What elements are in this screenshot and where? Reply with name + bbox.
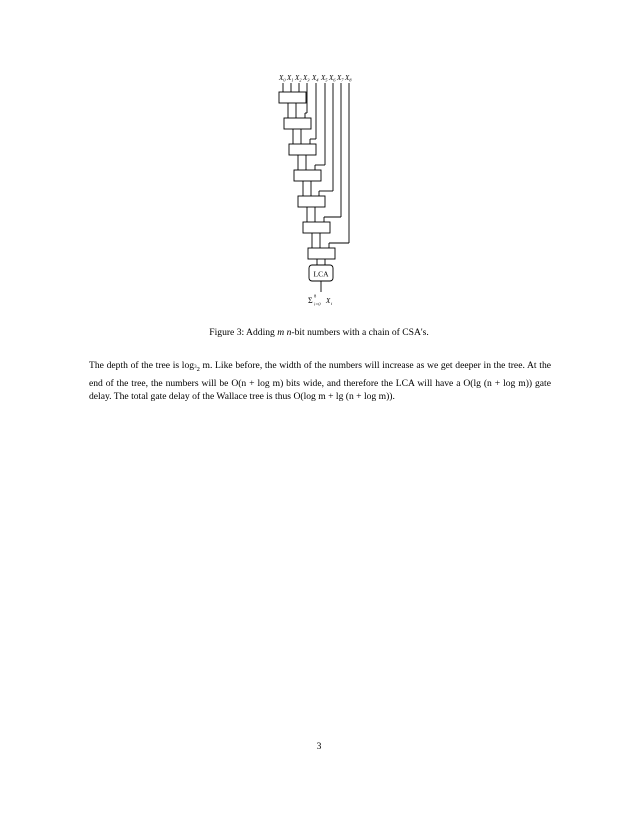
input-label-1: $X_1$ <box>287 74 294 83</box>
para-text-3: bits wide, and therefore the LCA will have a <box>283 377 464 389</box>
lca-label: LCA <box>313 269 329 279</box>
para-log-base-bottom: 2 <box>196 366 200 373</box>
input-label-3: $X_3$ <box>303 74 310 83</box>
sum-lower-limit: i=0 <box>314 301 321 307</box>
csa-box-1 <box>284 118 311 129</box>
para-text-1: The depth of the tree is log <box>89 360 195 371</box>
input-label-5: $X_5$ <box>321 74 328 83</box>
caption-n: n <box>286 327 292 338</box>
input-label-6: $X_6$ <box>329 74 336 83</box>
csa-chain-figure <box>0 0 638 320</box>
input-label-7: $X_7$ <box>337 74 344 83</box>
figure-caption <box>0 327 638 339</box>
para-text-2: m. Like before, the width of the numbers will increase as we get deeper in the tree. At the end of the tree, the numbers will be <box>89 360 551 389</box>
input-label-8: $X_8$ <box>345 74 352 83</box>
wires <box>283 83 349 292</box>
csa-box-0 <box>279 92 306 103</box>
para-math-3: O(log m + lg (n + log m)) <box>293 391 393 403</box>
csa-boxes <box>279 92 335 259</box>
para-log-base-top: 3 <box>194 365 197 370</box>
sum-output <box>308 294 333 307</box>
para-text-4: gate delay. The total gate delay of the Wallace tree is thus <box>89 377 551 403</box>
csa-box-6 <box>308 248 335 259</box>
input-label-0: $X_0$ <box>279 74 286 83</box>
para-math-1: O(n + log m) <box>231 377 284 389</box>
sum-symbol: Σ <box>308 296 313 305</box>
para-text-5: . <box>392 391 395 403</box>
input-labels <box>278 74 352 83</box>
csa-box-5 <box>303 222 330 233</box>
input-label-4: $X_4$ <box>312 74 319 83</box>
caption-suffix: -bit numbers with a chain of CSA's. <box>291 327 429 338</box>
csa-box-3 <box>294 170 321 181</box>
para-math-2: O(lg (n + log m)) <box>463 377 533 389</box>
csa-box-4 <box>298 196 325 207</box>
body-paragraph <box>89 359 551 404</box>
sum-term: X <box>326 297 331 305</box>
sum-upper-limit: 8 <box>314 293 317 299</box>
sum-term-subscript: i <box>331 301 333 306</box>
csa-box-2 <box>289 144 316 155</box>
lca-block <box>309 265 333 281</box>
caption-m: m <box>277 327 285 338</box>
page-number: 3 <box>316 741 322 752</box>
caption-prefix: Figure 3: Adding <box>209 327 278 338</box>
input-label-2: $X_2$ <box>295 74 302 83</box>
